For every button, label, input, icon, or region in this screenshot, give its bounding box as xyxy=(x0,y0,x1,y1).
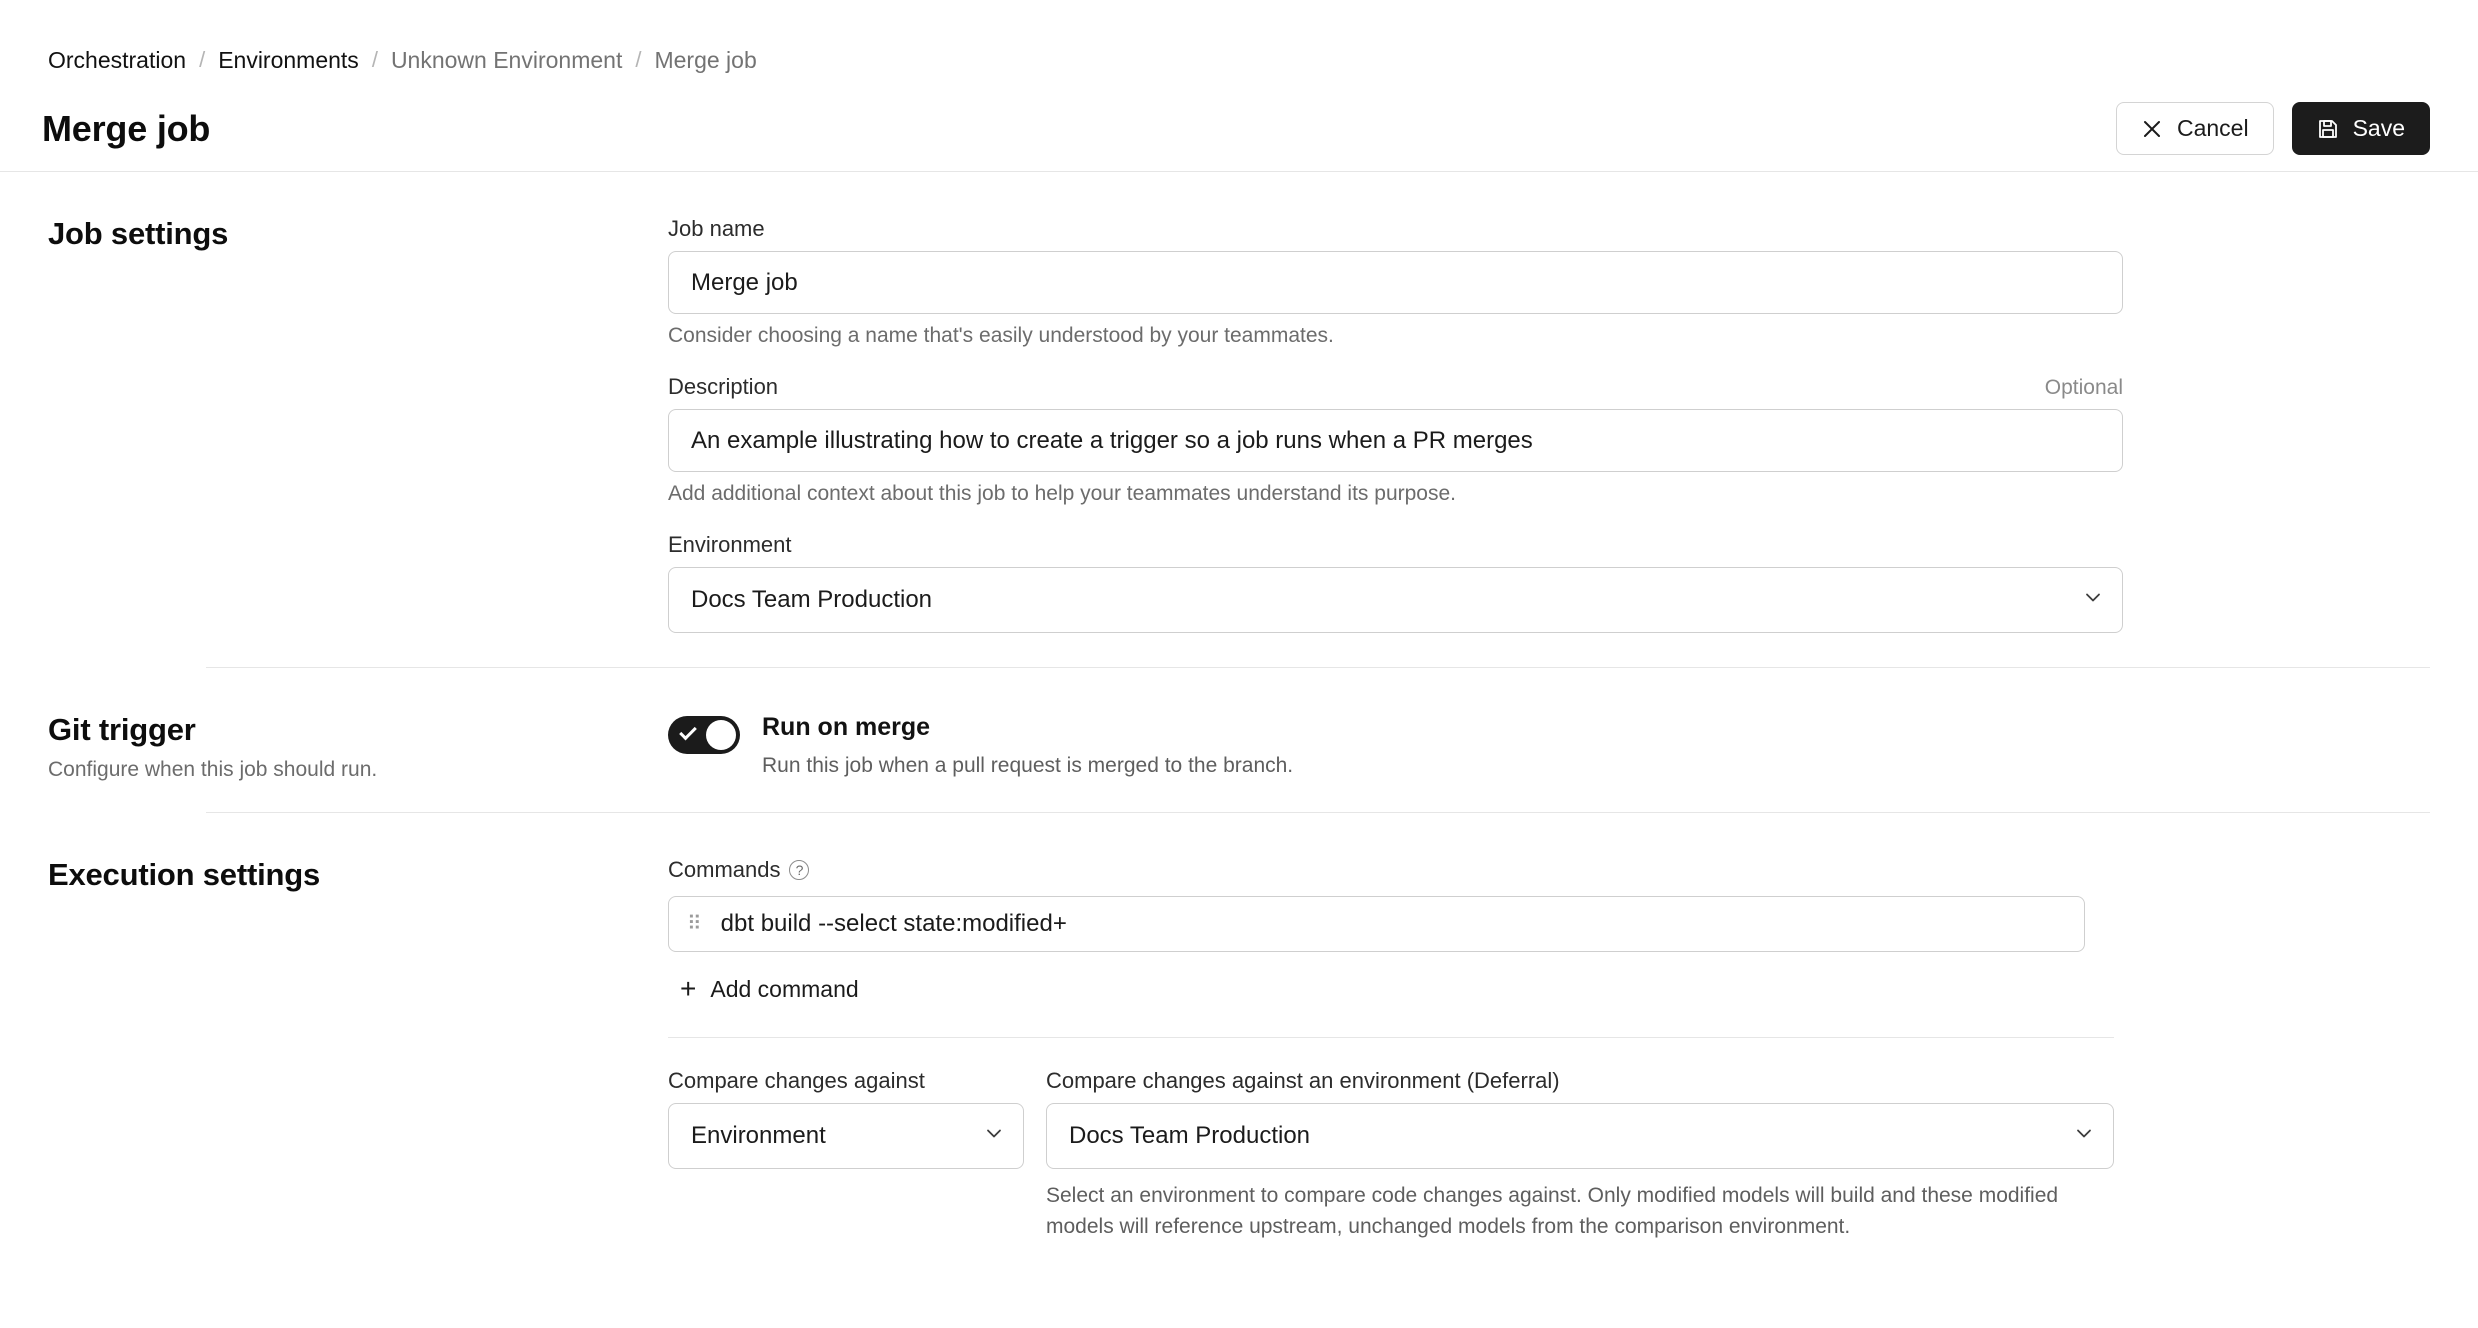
section-execution-settings xyxy=(0,813,2478,1276)
save-button[interactable] xyxy=(2292,102,2430,155)
plus-icon: + xyxy=(680,973,697,1005)
job-form xyxy=(0,172,2478,1276)
compare-environment-label: Compare changes against an environment (Deferral) xyxy=(1046,1068,1560,1094)
environment-select-wrap xyxy=(668,567,2123,633)
help-circle-icon[interactable]: ? xyxy=(789,860,809,880)
environment-select[interactable]: Docs Team Production xyxy=(668,567,2123,633)
section-job-settings-heading xyxy=(48,172,668,667)
field-compare-environment xyxy=(1046,1068,2114,1242)
section-sub-git-trigger: Configure when this job should run. xyxy=(48,758,378,781)
run-on-merge-text xyxy=(762,712,1293,778)
commands-label: Commands xyxy=(668,857,781,883)
section-git-trigger-heading xyxy=(48,668,668,812)
section-title-git-trigger: Git trigger xyxy=(48,712,196,747)
section-execution-settings-heading xyxy=(48,813,668,1276)
breadcrumb-item-merge-job: Merge job xyxy=(654,46,757,73)
description-input[interactable] xyxy=(668,409,2123,472)
breadcrumb xyxy=(0,0,2478,86)
section-git-trigger-fields xyxy=(668,668,2123,812)
compare-against-label: Compare changes against xyxy=(668,1068,925,1094)
save-disk-icon xyxy=(2317,118,2339,140)
page-title: Merge job xyxy=(42,107,211,149)
breadcrumb-separator: / xyxy=(199,47,206,72)
run-on-merge-row xyxy=(668,712,2123,778)
section-job-settings xyxy=(0,172,2478,667)
page-header xyxy=(0,86,2478,172)
run-on-merge-toggle[interactable] xyxy=(668,716,740,754)
toggle-knob xyxy=(706,720,736,750)
section-job-settings-fields xyxy=(668,172,2123,667)
field-job-name xyxy=(668,216,2123,348)
breadcrumb-item-orchestration[interactable]: Orchestration xyxy=(48,46,187,73)
run-on-merge-help: Run this job when a pull request is merged to the branch. xyxy=(762,754,1294,778)
description-help: Add additional context about this job to help your teammates understand its purpose. xyxy=(668,482,1456,505)
compare-environment-select[interactable]: Docs Team Production xyxy=(1046,1103,2114,1169)
section-execution-settings-fields xyxy=(668,813,2123,1276)
command-row[interactable] xyxy=(668,896,2085,952)
run-on-merge-label: Run on merge xyxy=(762,713,931,741)
breadcrumb-item-unknown-environment[interactable]: Unknown Environment xyxy=(390,46,623,73)
commands-label-row xyxy=(668,857,809,883)
description-label-row xyxy=(668,374,2123,409)
section-title-execution-settings: Execution settings xyxy=(48,857,321,893)
compare-environment-select-wrap xyxy=(1046,1103,2114,1169)
drag-handle-icon[interactable]: ⠿ xyxy=(687,913,703,936)
field-commands xyxy=(668,857,2123,1003)
field-description xyxy=(668,374,2123,506)
description-label: Description xyxy=(668,374,779,399)
add-command-button[interactable] xyxy=(680,975,859,1003)
cancel-button[interactable] xyxy=(2116,102,2274,155)
compare-against-select[interactable]: Environment xyxy=(668,1103,1024,1169)
section-git-trigger xyxy=(0,668,2478,812)
command-text[interactable]: dbt build --select state:modified+ xyxy=(720,910,1067,938)
compare-row xyxy=(668,1068,2123,1242)
field-compare-against xyxy=(668,1068,1024,1169)
divider xyxy=(668,1037,2114,1038)
breadcrumb-item-environments[interactable]: Environments xyxy=(218,46,359,73)
save-button-label: Save xyxy=(2352,115,2405,141)
header-actions xyxy=(2116,102,2430,155)
compare-against-select-wrap xyxy=(668,1103,1024,1169)
breadcrumb-separator: / xyxy=(635,47,642,72)
breadcrumb-separator: / xyxy=(371,47,378,72)
field-environment xyxy=(668,532,2123,633)
close-icon xyxy=(2141,118,2163,140)
compare-environment-help: Select an environment to compare code changes against. Only modified models will build and these modified models will reference upstream, unchanged models from the comparison environment. xyxy=(1046,1184,2059,1238)
description-optional-badge: Optional xyxy=(2044,376,2123,399)
section-title-job-settings: Job settings xyxy=(48,216,229,251)
job-name-help: Consider choosing a name that's easily understood by your teammates. xyxy=(668,324,1334,347)
check-icon xyxy=(679,723,697,741)
job-name-label: Job name xyxy=(668,216,765,241)
cancel-button-label: Cancel xyxy=(2176,115,2249,141)
add-command-label: Add command xyxy=(710,975,859,1002)
environment-label: Environment xyxy=(668,532,792,557)
job-name-input[interactable] xyxy=(668,251,2123,314)
